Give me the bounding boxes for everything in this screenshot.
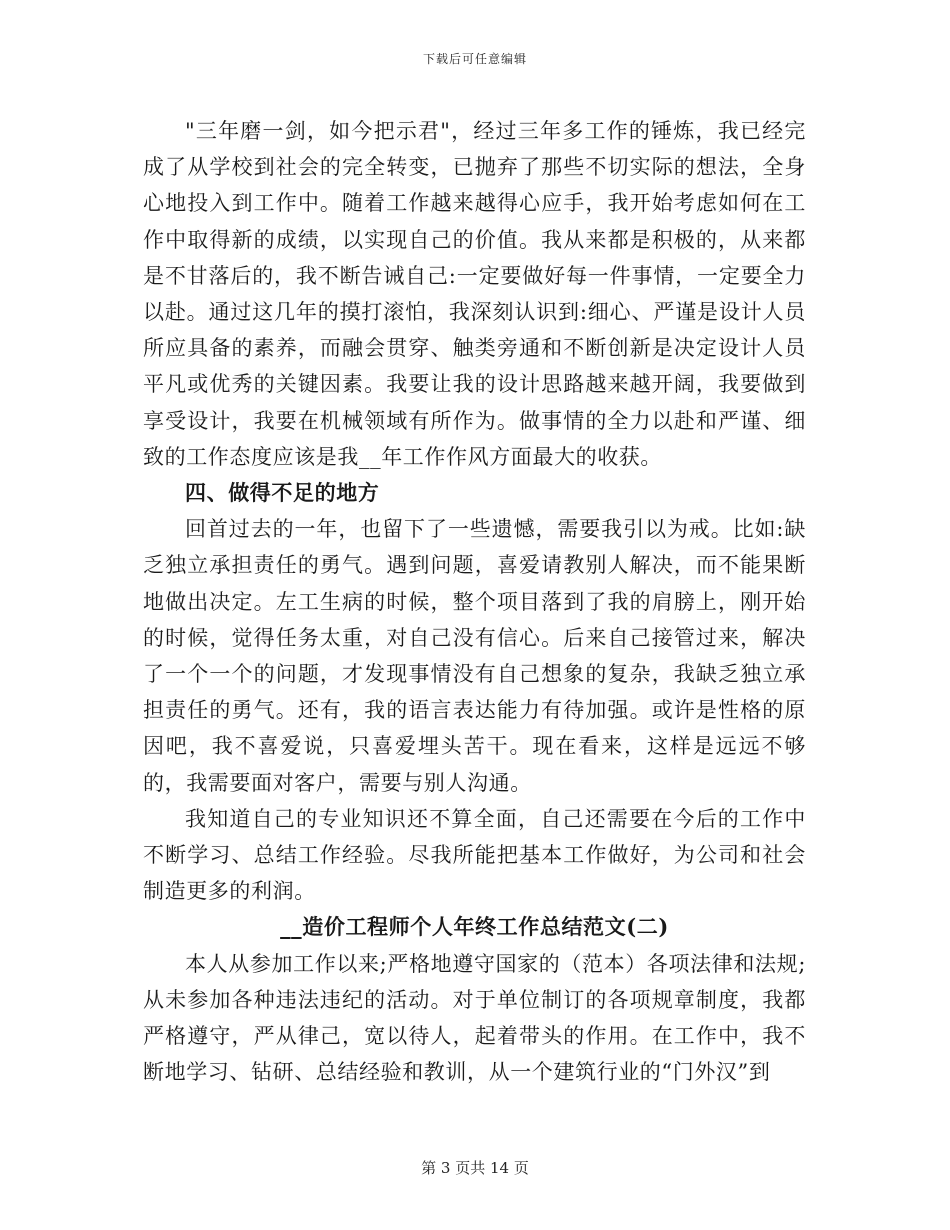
document-body [143, 113, 806, 1090]
paragraph-future-plan: 我知道自己的专业知识还不算全面，自己还需要在今后的工作中不断学习、总结工作经验。尽我所能把基本工作做好，为公司和社会制造更多的利润。 [143, 806, 806, 904]
paragraph-work-attitude: "三年磨一剑，如今把示君"，经过三年多工作的锤炼，我已经完成了从学校到社会的完全转变，已抛弃了那些不切实际的想法，全身心地投入到工作中。随着工作越来越得心应手，我开始考虑如何在工作中取得新的成绩，以实现自己的价值。我从来都是积极的，从来都是不甘落后的，我不断告诫自己:一定要做好每一件事情，一定要全力以赴。通过这几年的摸打滚怕，我深刻认识到:细心、严谨是设计人员所应具备的素养，而融会贯穿、触类旁通和不断创新是决定设计人员平凡或优秀的关键因素。我要让我的设计思路越来越开阔，我要做到享受设计，我要在机械领域有所作为。做事情的全力以赴和严谨、细致的工作态度应该是我__年工作作风方面最大的收获。 [143, 119, 806, 469]
page-number-footer: 第 3 页共 14 页 [421, 1159, 529, 1177]
paragraph-part-two-intro: 本人从参加工作以来;严格地遵守国家的（范本）各项法律和法规;从未参加各种违法违纪的活动。对于单位制订的各项规章制度，我都严格遵守，严从律己，宽以待人，起着带头的作用。在工作中，我不断地学习、钻研、总结经验和教训，从一个建筑行业的“门外汉”到 [143, 951, 806, 1085]
document-title-part-two: __造价工程师个人年终工作总结范文(二) [280, 914, 669, 940]
page-header: 下载后可任意编辑 [422, 52, 527, 66]
paragraph-shortcomings: 回首过去的一年，也留下了一些遗憾，需要我引以为戒。比如:缺乏独立承担责任的勇气。遇到问题，喜爱请教别人解决，而不能果断地做出决定。左工生病的时候，整个项目落到了我的肩膀上，刚开始的时候，觉得任务太重，对自己没有信心。后来自己接管过来，解决了一个一个的问题，才发现事情没有自己想象的复杂，我缺乏独立承担责任的勇气。还有，我的语言表达能力有待加强。或许是性格的原因吧，我不喜爱说，只喜爱埋头苦干。现在看来，这样是远远不够的，我需要面对客户，需要与别人沟通。 [143, 517, 806, 795]
section-heading-shortcomings: 四、做得不足的地方 [185, 480, 380, 506]
